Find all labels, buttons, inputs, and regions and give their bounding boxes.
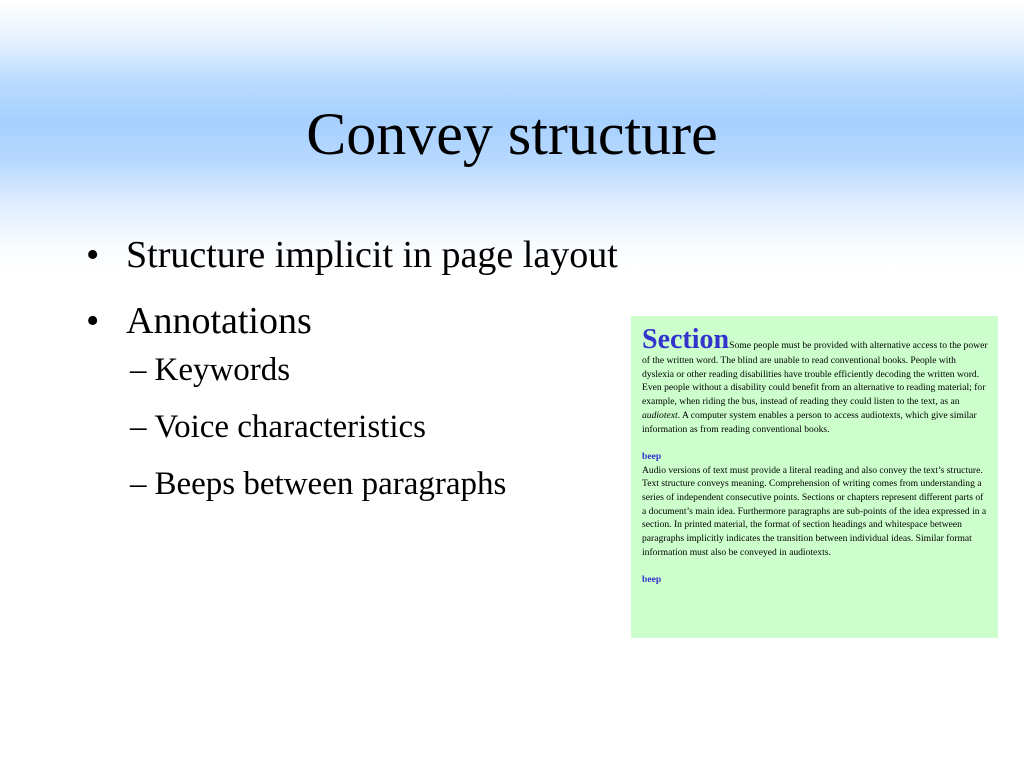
bullet-marker: • — [86, 234, 100, 276]
sub-bullet-item — [126, 350, 618, 390]
sample-paragraph-1 — [642, 326, 988, 436]
beep-label-1: beep — [642, 450, 662, 462]
bullet-item — [86, 298, 618, 504]
sub-bullet-marker: – — [130, 352, 147, 388]
sub-bullet-text: Keywords — [154, 352, 291, 388]
sub-bullet-text: Voice characteristics — [154, 409, 427, 445]
bullet-item — [86, 232, 618, 278]
bullet-marker: • — [86, 300, 100, 342]
beep-label-2: beep — [642, 574, 662, 586]
sub-bullet-marker: – — [130, 409, 147, 445]
audiotext-term: audiotext — [642, 409, 678, 421]
sub-bullet-marker: – — [130, 466, 147, 502]
section-heading: Section — [642, 324, 730, 355]
sample-document-box — [631, 316, 998, 638]
bullet-list — [86, 232, 618, 524]
sub-bullet-list — [126, 350, 618, 504]
sub-bullet-item — [126, 407, 618, 447]
paragraph-1-text-b: . A computer system enables a person to access audiotexts, which give similar information as from reading conventional books. — [642, 409, 977, 435]
sample-paragraph-2: Audio versions of text must provide a literal reading and also convey the text’s structure. Text structure conveys meaning. Comprehension of writing comes from understanding a series of independent consecutive points. Sections or chapters represent different parts of a document’s main idea. Furthermore paragraphs are sub-points of the idea expressed in a section. In printed material, the format of section headings and whitespace between paragraphs implicitly indicates the transition between individual ideas. Similar format information must also be conveyed in audiotexts. — [642, 464, 987, 558]
bullet-text: Annotations — [126, 300, 312, 342]
sub-bullet-text: Beeps between paragraphs — [154, 466, 507, 502]
paragraph-1-text-a: Some people must be provided with alternative access to the power of the written word. The blind are unable to read conventional books. People with dyslexia or other reading disabilities have trouble efficiently decoding the written word. Even people without a disability could benefit from an alternative to reading material; for example, when riding the bus, instead of reading they could listen to the text, as an — [642, 340, 988, 408]
bullet-text: Structure implicit in page layout — [126, 234, 618, 276]
sub-bullet-item — [126, 464, 618, 504]
slide-title: Convey structure — [306, 101, 718, 167]
